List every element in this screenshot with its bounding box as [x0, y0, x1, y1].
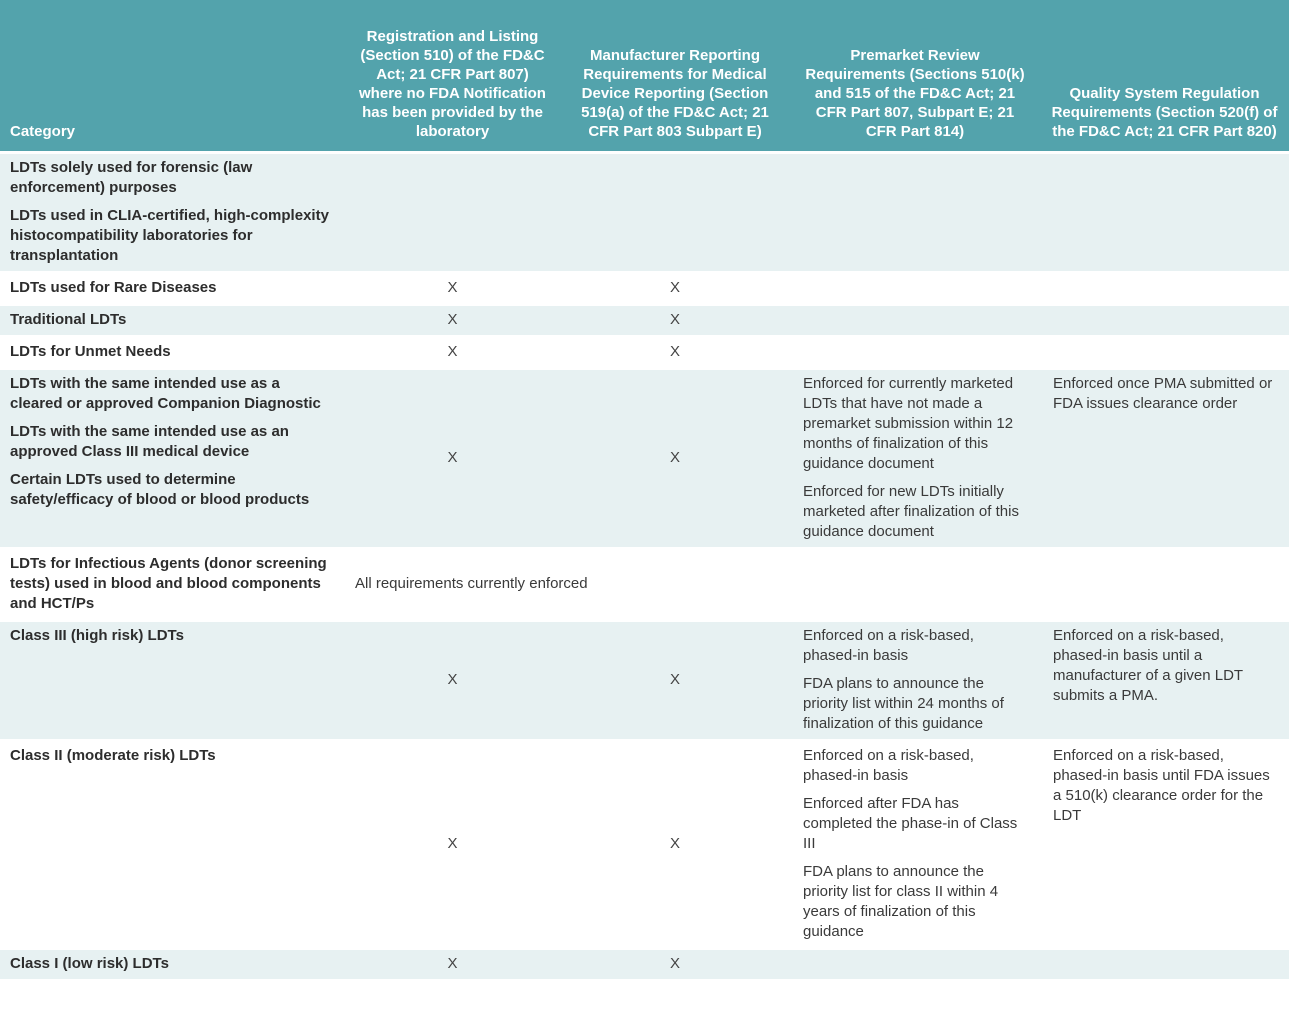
table-row: [0, 336, 1289, 368]
registration-listing-cell: X: [447, 834, 458, 852]
premarket-review-cell: [790, 336, 1040, 368]
requirement-paragraph: Enforced for new LDTs initially marketed after finalization of this guidance document: [803, 482, 1019, 540]
category-paragraph: LDTs for Infectious Agents (donor screening tests) used in blood and blood components and HCT/Ps: [10, 554, 327, 612]
manufacturer-reporting-cell: [560, 152, 790, 272]
quality-system-cell: [1040, 740, 1289, 948]
column-header-premarket-review: Premarket Review Requirements (Sections 510(k) and 515 of the FD&C Act; 21 CFR Part 807, Subpart E; 21 CFR Part 814): [790, 0, 1040, 152]
category-paragraph: LDTs with the same intended use as a cleared or approved Companion Diagnostic: [10, 374, 321, 412]
manufacturer-reporting-cell: X: [669, 310, 680, 328]
manufacturer-reporting-cell: X: [669, 670, 680, 688]
category-cell: [0, 368, 345, 548]
all-requirements-cell: All requirements currently enforced: [355, 574, 588, 592]
category-paragraph: LDTs solely used for forensic (law enforcement) purposes: [10, 158, 253, 196]
column-header-manufacturer-reporting: Manufacturer Reporting Requirements for Medical Device Reporting (Section 519(a) of the FD&C Act; 21 CFR Part 803 Subpart E): [560, 0, 790, 152]
requirement-paragraph: Enforced after FDA has completed the phase-in of Class III: [803, 794, 1018, 852]
category-cell: [0, 152, 345, 272]
category-paragraph: Class III (high risk) LDTs: [10, 626, 184, 644]
table-row: [0, 368, 1289, 548]
category-paragraph: Class I (low risk) LDTs: [10, 954, 169, 972]
requirement-paragraph: Enforced on a risk-based, phased-in basis until FDA issues a 510(k) clearance order for the LDT: [1053, 746, 1270, 824]
requirement-paragraph: Enforced on a risk-based, phased-in basis: [803, 626, 974, 664]
table-row: [0, 620, 1289, 740]
premarket-review-cell: [790, 304, 1040, 336]
quality-system-cell: [1040, 368, 1289, 548]
requirement-paragraph: Enforced once PMA submitted or FDA issues clearance order: [1053, 374, 1273, 412]
table-row: [0, 304, 1289, 336]
manufacturer-reporting-cell: X: [669, 448, 680, 466]
quality-system-cell: [1040, 304, 1289, 336]
premarket-review-cell: [790, 152, 1040, 272]
requirement-paragraph: Enforced on a risk-based, phased-in basis: [803, 746, 974, 784]
requirement-paragraph: FDA plans to announce the priority list within 24 months of finalization of this guidance: [803, 674, 1004, 732]
quality-system-cell: [1040, 620, 1289, 740]
registration-listing-cell: X: [447, 448, 458, 466]
quality-system-cell: [1040, 272, 1289, 304]
registration-listing-cell: [345, 152, 560, 272]
quality-system-cell: [1040, 336, 1289, 368]
registration-listing-cell: X: [447, 278, 458, 296]
requirement-paragraph: Enforced on a risk-based, phased-in basis until a manufacturer of a given LDT submits a PMA.: [1053, 626, 1243, 704]
category-cell: [0, 740, 345, 948]
category-paragraph: LDTs for Unmet Needs: [10, 342, 171, 360]
manufacturer-reporting-cell: X: [669, 834, 680, 852]
category-paragraph: LDTs with the same intended use as an approved Class III medical device: [10, 422, 289, 460]
registration-listing-cell: X: [447, 954, 458, 972]
category-cell: [0, 304, 345, 336]
header-row: [0, 0, 1289, 152]
manufacturer-reporting-cell: X: [669, 954, 680, 972]
premarket-review-cell: [790, 368, 1040, 548]
category-cell: [0, 548, 345, 620]
premarket-review-cell: [790, 740, 1040, 948]
category-paragraph: Traditional LDTs: [10, 310, 127, 328]
table-row: [0, 948, 1289, 979]
table-row: [0, 152, 1289, 272]
category-cell: [0, 948, 345, 979]
manufacturer-reporting-cell: X: [669, 278, 680, 296]
table-row: [0, 740, 1289, 948]
registration-listing-cell: X: [447, 670, 458, 688]
column-header-quality-system: Quality System Regulation Requirements (Section 520(f) of the FD&C Act; 21 CFR Part 820): [1040, 0, 1289, 152]
premarket-review-cell: [790, 948, 1040, 979]
premarket-review-cell: [790, 620, 1040, 740]
quality-system-cell: [1040, 152, 1289, 272]
column-header-registration-listing: Registration and Listing (Section 510) of the FD&C Act; 21 CFR Part 807) where no FDA Notification has been provided by the laboratory: [345, 0, 560, 152]
column-header-category: Category: [0, 0, 345, 152]
registration-listing-cell: X: [447, 310, 458, 328]
manufacturer-reporting-cell: X: [669, 342, 680, 360]
requirement-paragraph: Enforced for currently marketed LDTs that have not made a premarket submission within 12 months of finalization of this guidance document: [803, 374, 1014, 472]
category-paragraph: LDTs used in CLIA-certified, high-complexity histocompatibility laboratories for transplantation: [10, 206, 329, 264]
quality-system-cell: [1040, 948, 1289, 979]
premarket-review-cell: [790, 272, 1040, 304]
table-row: [0, 548, 1289, 620]
category-cell: [0, 620, 345, 740]
category-paragraph: Class II (moderate risk) LDTs: [10, 746, 216, 764]
registration-listing-cell: X: [447, 342, 458, 360]
category-paragraph: LDTs used for Rare Diseases: [10, 278, 217, 296]
category-paragraph: Certain LDTs used to determine safety/efficacy of blood or blood products: [10, 470, 310, 508]
table-body: [0, 152, 1289, 979]
category-cell: [0, 336, 345, 368]
category-cell: [0, 272, 345, 304]
requirement-paragraph: FDA plans to announce the priority list for class II within 4 years of finalization of this guidance: [803, 862, 999, 940]
table-row: [0, 272, 1289, 304]
